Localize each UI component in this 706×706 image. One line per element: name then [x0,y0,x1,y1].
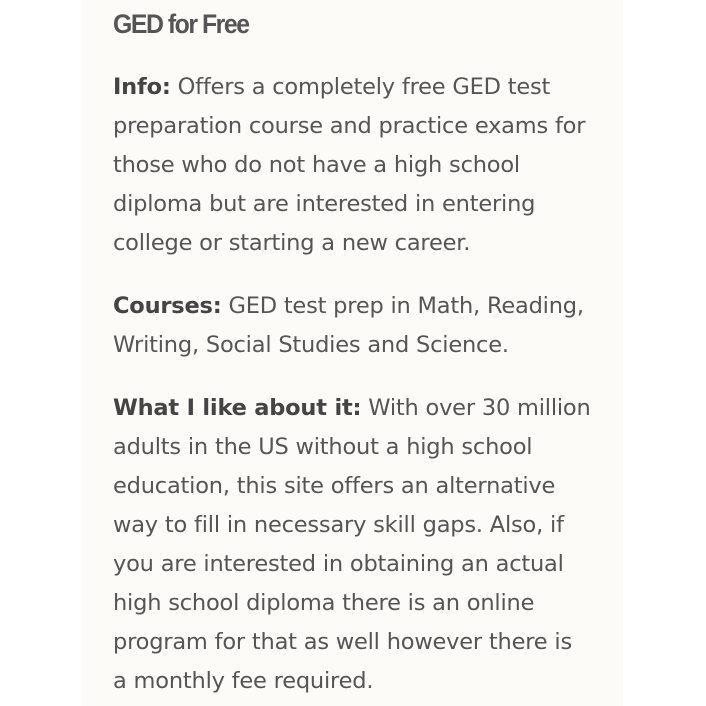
likes-line-7: program for that as well however there is [113,629,572,655]
article-card [82,0,623,706]
courses-text: GED test prep in Math, Reading, [228,293,584,319]
info-label: Info: [113,74,171,100]
info-line-3: those who do not have a high school [113,152,520,178]
likes-label: What I like about it: [113,395,362,421]
likes-line-8: a monthly fee required. [113,668,374,694]
likes-text: With over 30 million [368,395,591,421]
likes-paragraph [113,389,608,701]
likes-line-1 [113,389,608,428]
likes-line-4: way to fill in necessary skill gaps. Also, if [113,512,564,538]
courses-paragraph [113,287,608,365]
likes-line-6: high school diploma there is an online [113,590,535,616]
info-paragraph [113,68,608,263]
info-line-2: preparation course and practice exams for [113,113,586,139]
courses-line-2: Writing, Social Studies and Science. [113,332,509,358]
info-line-1 [113,68,608,107]
page-title: GED for Free [113,9,249,39]
likes-line-3: education, this site offers an alternative [113,473,556,499]
likes-line-2: adults in the US without a high school [113,434,533,460]
info-line-4: diploma but are interested in entering [113,191,536,217]
courses-line-1 [113,287,608,326]
info-text: Offers a completely free GED test [177,74,551,100]
info-line-5: college or starting a new career. [113,230,471,256]
likes-line-5: you are interested in obtaining an actual [113,551,564,577]
courses-label: Courses: [113,293,222,319]
